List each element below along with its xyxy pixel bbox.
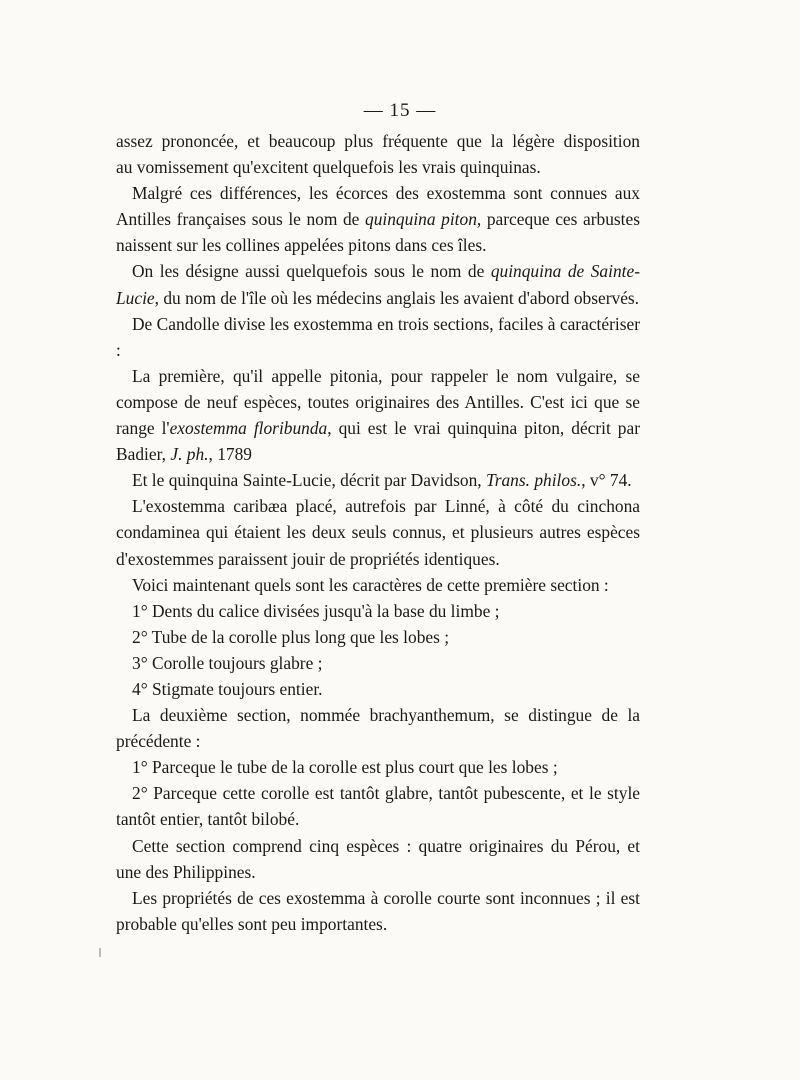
text-run: De Candolle divise les exostemma en trois sections, faciles à caractériser : — [116, 313, 640, 360]
italic-term: quinquina piton — [365, 209, 477, 230]
paragraph — [116, 493, 640, 571]
stray-mark — [99, 948, 101, 957]
list-item-text: 4° Stigmate toujours entier. — [132, 678, 323, 699]
list-item-text: 1° Dents du calice divisées jusqu'à la base du limbe ; — [132, 600, 500, 621]
page-number: — 15 — — [363, 100, 437, 121]
paragraph — [116, 833, 640, 885]
text-run: Voici maintenant quels sont les caractères de cette première section : — [132, 574, 609, 595]
text-run: La deuxième section, nommée brachyanthemum, se distingue de la précédente : — [116, 705, 640, 752]
list-item-text: 1° Parceque le tube de la corolle est plus court que les lobes ; — [132, 757, 558, 778]
list-item — [116, 676, 640, 702]
list-item-text: 2° Tube de la corolle plus long que les lobes ; — [132, 626, 450, 647]
italic-term: exostemma floribunda — [169, 418, 328, 439]
paragraph — [116, 467, 640, 493]
text-run: , qui est le vrai quinquina piton, décrit par Badier, — [116, 418, 641, 465]
italic-term: J. ph. — [170, 444, 209, 465]
text-run: , v° 74. — [581, 470, 632, 491]
list-item-text: 3° Corolle toujours glabre ; — [132, 652, 323, 673]
text-run: Les propriétés de ces exostemma à corolle courte sont inconnues ; il est probable qu'elles sont peu importantes. — [116, 887, 640, 934]
text-run: , 1789 — [208, 444, 252, 465]
paragraph — [116, 311, 640, 363]
paragraph — [116, 258, 640, 310]
text-run: Et le quinquina Sainte-Lucie, décrit par Davidson, — [132, 470, 486, 491]
paragraph — [116, 885, 640, 937]
text-run: , du nom de l'île où les médecins anglais les avaient d'abord observés. — [154, 287, 640, 308]
paragraph — [116, 780, 640, 832]
paragraph — [116, 180, 640, 258]
italic-term: Trans. philos. — [486, 470, 582, 491]
paragraph — [116, 572, 640, 598]
text-run: On les désigne aussi quelquefois sous le nom de — [132, 261, 491, 282]
list-item — [116, 624, 640, 650]
text-run: Malgré ces différences, les écorces des exostemma sont connues aux Antilles françaises sous le nom de — [116, 183, 640, 230]
paragraph — [116, 363, 640, 467]
list-item — [116, 598, 640, 624]
paragraph — [116, 702, 640, 754]
text-run: Cette section comprend cinq espèces : quatre originaires du Pérou, et une des Philippines. — [116, 835, 640, 882]
paragraph — [116, 128, 640, 180]
text-run: L'exostemma caribæa placé, autrefois par Linné, à côté du cinchona condaminea qui étaient les deux seuls connus, et plusieurs autres espèces d'exostemmes paraissent jouir de propriétés identiques. — [116, 496, 640, 569]
text-run: La première, qu'il appelle pitonia, pour rappeler le nom vulgaire, se compose de neuf espèces, toutes originaires des Antilles. C'est ici que se range l' — [116, 365, 640, 439]
list-item — [116, 754, 640, 780]
body-text — [116, 128, 640, 937]
text-line: assez prononcée, et beaucoup plus fréquente que la légère disposition — [116, 131, 640, 151]
text-run: 2° Parceque cette corolle est tantôt glabre, tantôt pubescente, et le style tantôt entier, tantôt bilobé. — [116, 783, 640, 830]
italic-term: quinquina de Sainte-Lucie — [116, 261, 640, 308]
text-line: au vomissement qu'excitent quelquefois les vrais quinquinas. — [116, 157, 541, 178]
list-item — [116, 650, 640, 676]
text-run: , parceque ces arbustes naissent sur les collines appelées pitons dans ces îles. — [116, 209, 641, 256]
